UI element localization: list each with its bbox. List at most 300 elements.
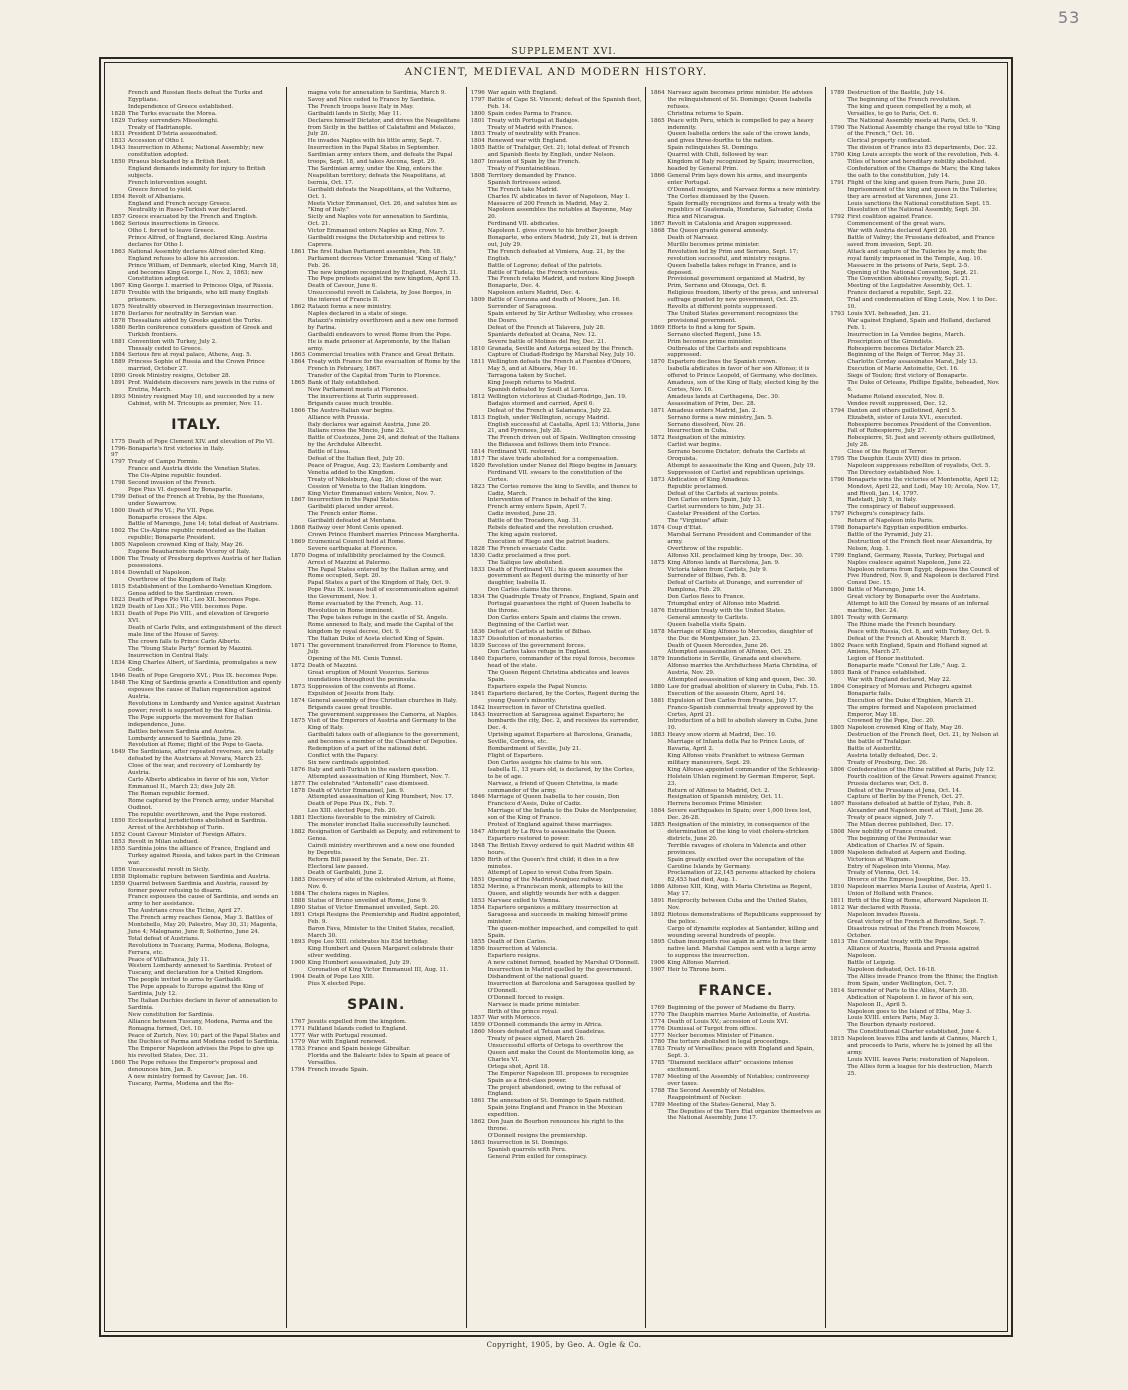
history-entry — [111, 812, 282, 819]
entry-text: English successful at Castalla, April 13; Vittoria, June 21, and Pyrenees, July 28. — [487, 421, 640, 435]
entry-year: 1805 — [470, 145, 485, 152]
history-entry — [111, 111, 282, 118]
entry-year — [650, 394, 667, 401]
history-entry — [650, 677, 821, 684]
entry-text: Death of Pope Clement XIV. and elevation of Pio VI. — [128, 438, 274, 445]
entry-text: Alfonso XIII, King, with Maria Christina as Regent, May 17. — [667, 884, 812, 898]
history-entry — [291, 774, 462, 781]
entry-year: 1867 — [290, 497, 306, 504]
entry-text: England, Germany, Russia, Turkey, Portugal and Naples coalesce against Napoleon, June 22. — [847, 552, 985, 566]
entry-text: Granada, Seville and Astorga seized by the French. — [487, 345, 634, 352]
history-entry — [830, 352, 1001, 359]
entry-text: The Italian Duchies declare in favor of annexation to Sardinia. — [128, 998, 278, 1011]
entry-text: Death of Pope Gregorio XVI.; Pius IX. becomes Pope. — [128, 673, 279, 680]
history-entry — [291, 504, 462, 511]
entry-year — [471, 615, 488, 622]
entry-year: 1774 — [650, 1018, 665, 1025]
history-entry — [291, 636, 462, 643]
entry-year — [111, 228, 128, 235]
entry-text: Treaty with Portugal at Badajos. — [487, 117, 580, 124]
entry-text: Flight of Espartero. — [487, 753, 544, 759]
entry-text: Treaty of Presburg, Dec. 26. — [847, 759, 928, 766]
entry-year: 1808 — [830, 828, 845, 835]
history-entry — [471, 884, 642, 898]
entry-year: 1805 — [111, 542, 126, 549]
entry-text: Napoleon marries Maria Louise of Austria, April 1. — [847, 884, 992, 891]
entry-text: Insurrection in the Papal States in September. Sardinian army enters them, and defeats the Papal troops, Sept. 18, and takes Ancona, Sept. 29. — [307, 145, 453, 166]
entry-year — [471, 352, 488, 359]
history-entry — [650, 276, 821, 290]
entry-text: Falkland Islands ceded to England. — [307, 1025, 408, 1032]
entry-text: Alfonso marries the Archduchess Maria Christina, of Austria, Nov. 29. — [667, 663, 817, 677]
history-entry — [830, 180, 1001, 187]
history-entry — [291, 767, 462, 774]
entry-year: 1794 — [830, 407, 845, 414]
entry-year — [471, 373, 488, 380]
entry-year — [650, 422, 667, 429]
entry-text: France and Spain besiege Gibraltar. — [307, 1046, 411, 1053]
entry-text: Radstadt, July 5, in Italy. — [847, 497, 917, 504]
history-entry — [111, 359, 282, 373]
entry-text: The republic overthrown, and the Pope restored. — [128, 811, 267, 818]
entry-year: 1812 — [470, 393, 485, 400]
entry-year — [830, 946, 847, 960]
entry-text: Garibaldi placed under arrest. — [307, 504, 394, 511]
entry-year: 1817 — [470, 456, 485, 463]
history-entry — [650, 346, 821, 360]
entry-year — [471, 1071, 488, 1085]
entry-text: Insurrection in the Papal States. — [307, 497, 400, 504]
entry-text: Defeat of the French at Talavera, July 28. — [487, 324, 605, 331]
entry-text: Commencement of the great wars. — [847, 221, 946, 228]
history-entry — [830, 794, 1001, 801]
history-entry — [830, 449, 1001, 456]
history-entry — [111, 839, 282, 846]
entry-year: 1875 — [290, 718, 306, 725]
history-entry — [650, 380, 821, 394]
entry-year — [291, 276, 308, 283]
entry-year — [471, 981, 488, 995]
history-entry — [111, 290, 282, 304]
entry-year: 1783 — [290, 1046, 306, 1053]
history-entry — [830, 408, 1001, 415]
history-entry — [830, 1009, 1001, 1016]
history-entry — [471, 1154, 642, 1161]
entry-year — [830, 346, 847, 353]
entry-text: Battle of the Trocadero, Aug. 31. — [487, 518, 581, 525]
entry-text: Attempt to assassinate the King and Queen, July 19. — [667, 462, 816, 469]
history-entry — [291, 290, 462, 304]
entry-year — [650, 366, 667, 380]
history-entry — [650, 359, 821, 366]
entry-text: Death of Victor Emmanuel, Jan. 9. — [307, 787, 405, 794]
entry-text: Serrano forms a new ministry, Jan. 5. — [667, 414, 773, 421]
history-entry — [291, 829, 462, 843]
entry-text: Vendee revolt suppressed, Dec. 12. — [847, 400, 948, 407]
history-entry — [471, 394, 642, 401]
history-entry — [650, 546, 821, 553]
history-entry — [471, 290, 642, 297]
entry-year — [471, 511, 488, 518]
entry-year — [830, 794, 847, 801]
history-entry — [830, 187, 1001, 201]
entry-year — [830, 629, 847, 636]
entry-year: 1862 — [470, 1119, 485, 1126]
history-entry — [830, 567, 1001, 588]
history-entry — [830, 276, 1001, 283]
history-entry — [650, 401, 821, 408]
entry-year: 1777 — [290, 1032, 306, 1039]
entry-year — [111, 936, 128, 943]
history-entry — [471, 270, 642, 277]
entry-text: Espartero expels the Papal Nuncio. — [487, 683, 588, 690]
entry-year — [650, 276, 667, 290]
history-entry — [830, 415, 1001, 422]
entry-year: 1872 — [650, 435, 665, 442]
entry-year — [830, 276, 847, 283]
history-entry — [291, 401, 462, 408]
entry-year: 1834 — [470, 594, 485, 601]
entry-text: Thessaly ceded to Greece. — [128, 345, 203, 352]
history-entry — [111, 984, 282, 998]
entry-text: Proclamation of 22,145 persons attacked by cholera 82,453 had died, Aug. 1. — [667, 870, 816, 884]
entry-text: Naples declared in a state of siege. — [307, 311, 408, 317]
entry-text: England and French occupy Greece. — [128, 200, 232, 207]
entry-year: 1893 — [111, 393, 126, 400]
entry-text: The French defeated at Vimiera, Aug. 21, by the English. — [487, 248, 625, 262]
history-entry — [830, 511, 1001, 518]
history-entry — [650, 912, 821, 926]
entry-text: King Victor Emmanuel enters Venice, Nov. 7. — [307, 490, 436, 497]
entry-text: The Cis-Alpine republic founded. — [128, 473, 222, 480]
history-entry — [471, 981, 642, 995]
entry-year: 1846 — [111, 673, 126, 680]
history-entry — [650, 732, 821, 739]
entry-text: Napoleon leaves Elba and lands at Cannes, March 1, and proceeds to Paris, where he is joined by all the army. — [847, 1036, 998, 1056]
entry-text: Isabella abdicates in favor of her son Alfonso; it is offered to Prince Leopold, of Germany, who declines. — [667, 366, 818, 380]
history-entry — [650, 601, 821, 608]
entry-year: 1796 — [470, 90, 485, 96]
history-entry — [291, 311, 462, 318]
history-entry — [650, 939, 821, 960]
entry-text: Battle of Valmy; the Prussians defeated, and France saved from invasion, Sept. 20. — [847, 235, 995, 248]
entry-year — [471, 435, 488, 449]
entry-year — [830, 290, 847, 297]
history-entry — [111, 311, 282, 318]
entry-text: Uprising against Espartero at Barcelona, Granada, Seville, Cordova, etc. — [487, 732, 633, 746]
history-entry — [471, 953, 642, 960]
entry-year — [471, 1105, 488, 1119]
history-entry — [650, 484, 821, 491]
entry-year — [291, 415, 308, 422]
entry-text: Revolutions in Lombardy and Venice against Austrian power; revolt is supported by the King of Sardinia. — [128, 701, 281, 714]
history-entry — [291, 781, 462, 788]
entry-year: 1864 — [650, 90, 665, 96]
entry-text: Napoleon I. gives crown to his brother Joseph Bonaparte, who enters Madrid, July 21, but is driven out, July 29. — [487, 228, 638, 248]
entry-text: Ratazzi forms a new ministry. — [307, 304, 392, 311]
entry-text: Genoa added to the Sardinian crown. — [128, 590, 235, 597]
entry-year — [111, 180, 128, 187]
entry-year: 1814 — [830, 987, 845, 994]
entry-year — [291, 622, 308, 636]
entry-year — [830, 1064, 847, 1078]
entry-text: Death of Pope Pius IX., Feb. 7. — [307, 801, 395, 808]
entry-text: Coronation of King Victor Emmanuel III, Aug. 11. — [307, 967, 449, 974]
entry-text: Madame Roland executed, Nov. 8. — [847, 393, 945, 400]
entry-text: King Charles Albert, of Sardinia, promulgates a new Code. — [128, 659, 277, 673]
entry-text: Victoria taken from Carlists, July 9. — [667, 566, 768, 573]
entry-year — [291, 394, 308, 401]
entry-text: Defeat of the French at Aboukir, March 8. — [847, 635, 967, 642]
entry-year: 1871 — [290, 642, 306, 649]
history-entry — [111, 521, 282, 528]
entry-text: Terrible ravages of cholera in Valencia and other provinces. — [667, 842, 807, 856]
entry-text: Defeat of Carlists at battle of Bilbao. — [487, 628, 592, 635]
history-entry — [471, 967, 642, 974]
entry-text: Defeat of the French at Salamanca, July 22. — [487, 407, 612, 414]
history-entry — [291, 228, 462, 235]
history-entry — [111, 352, 282, 359]
entry-text: O'Donnell forced to resign. — [487, 994, 565, 1001]
entry-text: Treaty of peace signed, July 7. — [847, 815, 934, 822]
entry-text: Charles IV. abdicates in favor of Napoleon, May 1. — [487, 193, 630, 200]
history-entry — [291, 539, 462, 546]
history-entry — [650, 311, 821, 325]
history-entry — [291, 718, 462, 732]
history-entry — [471, 1022, 642, 1029]
entry-year: 1789 — [830, 90, 845, 96]
history-entry — [650, 643, 821, 650]
entry-text: The cholera rages in Naples. — [307, 891, 390, 898]
history-entry — [471, 187, 642, 194]
entry-text: Ortega shot, April 18. — [487, 1063, 550, 1070]
entry-text: Legion of Honor instituted. — [847, 656, 925, 663]
copyright-notice: Copyright, 1905, by Geo. A. Ogle & Co. — [486, 1341, 642, 1349]
entry-year: 1831 — [111, 611, 126, 618]
entry-text: Rebels defeated and the revolution crushed. — [487, 525, 614, 532]
history-entry — [471, 1071, 642, 1085]
entry-text: Peace with England, Spain and Holland signed at Amiens, March 27. — [847, 642, 988, 656]
entry-text: Piraeus blockaded by a British fleet. — [128, 159, 231, 166]
history-entry — [471, 311, 642, 325]
entry-text: Greece forced to yield. — [128, 186, 193, 193]
entry-year — [471, 166, 488, 173]
history-entry — [111, 446, 282, 460]
entry-year: 1881 — [111, 338, 126, 345]
history-entry — [650, 1088, 821, 1095]
entry-text: King Joseph returns to Madrid. — [487, 380, 576, 387]
entry-text: Arrest of Mazzini at Palermo. — [307, 559, 391, 566]
entry-text: Overthrow of the republic. — [667, 545, 743, 552]
entry-year — [291, 712, 308, 719]
history-entry — [650, 663, 821, 677]
entry-text: Inundations in Seville, Granada and elsewhere. — [667, 656, 802, 663]
history-entry — [830, 898, 1001, 905]
history-entry — [291, 608, 462, 615]
history-entry — [471, 159, 642, 166]
entry-year: 1857 — [470, 1015, 485, 1022]
entry-year — [830, 877, 847, 884]
entry-year — [471, 304, 488, 311]
entry-year — [291, 104, 308, 111]
entry-year: 1843 — [111, 145, 126, 152]
history-entry — [650, 463, 821, 470]
entry-year — [830, 318, 847, 332]
history-entry — [650, 504, 821, 511]
entry-text: Ministry resigned May 10, and succeeded by a new Cabinet, with M. Tricoupis as premier, Nov. 11. — [128, 393, 275, 407]
history-entry — [650, 753, 821, 767]
entry-text: Massacre in the prisons of Paris, Sept. 2-5. — [847, 262, 970, 269]
entry-text: Death of Cavour, June 6. — [307, 283, 378, 290]
entry-text: Execution of the assassin Otero, April 14. — [667, 690, 786, 697]
entry-text: Defeat of the Prussians at Jena, Oct. 14. — [847, 787, 961, 794]
entry-year: 1783 — [650, 1046, 665, 1053]
history-entry — [471, 359, 642, 373]
history-entry — [830, 629, 1001, 636]
entry-text: Greek Ministry resigns, October 28. — [128, 373, 231, 380]
entry-text: General assembly of free Christian churches in Italy. — [307, 697, 458, 704]
history-entry — [291, 332, 462, 339]
entry-text: Pichegru's conspiracy fails. — [847, 511, 925, 518]
history-entry — [471, 325, 642, 332]
history-entry — [291, 118, 462, 139]
entry-year: 1863 — [290, 352, 306, 359]
entry-year — [291, 691, 308, 698]
entry-text: Severe earthquakes in Spain; over 1,000 lives lost, Dec. 26-28. — [667, 808, 812, 822]
entry-year — [471, 518, 488, 525]
history-entry — [830, 97, 1001, 104]
entry-year — [830, 746, 847, 753]
entry-text: Treaty of neutrality with France. — [487, 131, 581, 138]
history-entry — [650, 194, 821, 201]
entry-year — [291, 822, 308, 829]
entry-year: 1863 — [111, 248, 126, 255]
entry-year: 1878 — [290, 787, 306, 794]
history-entry — [111, 577, 282, 584]
entry-year — [111, 646, 128, 653]
entry-year: 1788 — [650, 1087, 665, 1094]
history-entry — [471, 670, 642, 684]
entry-text: Unsuccessful revolt in Calabria, by Jose Borges, in the interest of Francis II. — [307, 290, 452, 304]
entry-text: Amadeus enters Madrid, Jan. 2. — [667, 407, 758, 414]
history-entry — [830, 636, 1001, 643]
entry-year — [830, 753, 847, 760]
entry-year — [471, 753, 488, 760]
history-entry — [830, 1057, 1001, 1064]
history-entry — [111, 867, 282, 874]
history-entry — [471, 173, 642, 180]
entry-year — [471, 387, 488, 394]
entry-text: Napoleon crowned King of Italy, May 26. — [847, 725, 964, 732]
entry-text: Abdication of Charles IV. of Spain. — [847, 842, 945, 849]
entry-year — [111, 125, 128, 132]
history-entry — [471, 180, 642, 187]
entry-text: New constitution for Sardinia. — [128, 1011, 215, 1018]
entry-year — [291, 290, 308, 304]
entry-year: 1848 — [470, 842, 485, 849]
history-entry — [291, 939, 462, 946]
history-entry — [830, 435, 1001, 449]
history-entry — [830, 532, 1001, 539]
entry-year: 1883 — [290, 877, 306, 884]
history-entry — [650, 428, 821, 435]
entry-text: Unsuccessful revolt in Sicily. — [128, 866, 210, 873]
entry-text: Surrender of Bilbao, Feb. 8. — [667, 573, 747, 580]
history-entry — [650, 967, 821, 974]
history-entry — [111, 1033, 282, 1047]
history-entry — [471, 560, 642, 567]
entry-text: Suppression of the convents at Rome. — [307, 683, 416, 690]
entry-text: Austria totally defeated, Dec. 2. — [847, 753, 938, 759]
history-entry — [111, 1046, 282, 1060]
entry-text: The Italian Duke of Aosta elected King of Spain. — [307, 635, 445, 642]
entry-text: Narvaez is made prime minister. — [487, 1001, 580, 1008]
entry-year — [650, 532, 667, 546]
history-entry — [111, 542, 282, 549]
history-entry — [291, 497, 462, 504]
entry-year — [471, 311, 488, 325]
entry-year — [471, 760, 488, 767]
entry-year: 1878 — [111, 317, 126, 324]
entry-year — [291, 518, 308, 525]
entry-text: Herrera becomes Prime Minister. — [667, 801, 763, 808]
entry-year — [291, 373, 308, 380]
entry-year — [650, 484, 667, 491]
entry-text: The Directory established Nov. 1. — [847, 469, 942, 476]
entry-text: Beginning of the Reign of Terror, May 31. — [847, 352, 966, 359]
history-entry — [291, 663, 462, 670]
entry-text: Provisional government organized at Madrid, by Prim, Serrano and Olozaga, Oct. 8. — [667, 276, 805, 290]
entry-year — [830, 394, 847, 401]
entry-text: The King of Sardinia grants a Constitution and openly espouses the cause of Italian regeneration against Austria. — [128, 680, 282, 701]
history-entry — [111, 380, 282, 394]
history-entry — [650, 1095, 821, 1102]
entry-year — [650, 504, 667, 511]
entry-text: New Parliament meets at Florence. — [307, 386, 409, 393]
entry-text: Confederation of the Champs de Mars; the King takes the oath to the constitution, July 14. — [847, 165, 1001, 179]
history-entry — [650, 477, 821, 484]
entry-year — [830, 138, 847, 145]
history-entry — [471, 470, 642, 484]
history-entry — [830, 774, 1001, 788]
entry-text: Second invasion of the French. — [128, 480, 217, 487]
history-entry — [471, 629, 642, 636]
entry-year — [111, 915, 128, 936]
history-entry — [291, 1026, 462, 1033]
entry-year: 1867 — [650, 221, 665, 228]
entry-year — [291, 166, 308, 187]
history-entry — [111, 791, 282, 798]
history-entry — [291, 408, 462, 415]
entry-text: Charlotte Corday assassinates Marat, July 13. — [847, 359, 978, 366]
entry-year — [291, 967, 308, 974]
history-entry — [111, 818, 282, 825]
history-entry — [111, 977, 282, 984]
entry-text: Treaty of Fountainebleau. — [487, 165, 561, 172]
history-entry — [830, 118, 1001, 125]
history-entry — [650, 788, 821, 795]
column-4 — [645, 87, 825, 1328]
history-entry — [650, 159, 821, 173]
entry-year: 1854 — [470, 904, 485, 911]
entry-text: Rome captured by the French army, under Marshal Oudinot. — [128, 797, 274, 811]
entry-year: 1849 — [111, 749, 126, 756]
entry-text: The Quadruple Treaty of France, England, Spain and Portugal guarantees the right of Queen Isabella to the throne. — [487, 594, 639, 614]
entry-text: Great victory of the French at Borodino, Sept. 7. — [847, 918, 986, 925]
history-entry — [111, 763, 282, 777]
entry-text: Attempt by La Riva to assassinate the Queen. — [487, 828, 617, 835]
entry-text: The Pope appeals to Europe against the King of Sardinia, July 12. — [128, 984, 264, 998]
